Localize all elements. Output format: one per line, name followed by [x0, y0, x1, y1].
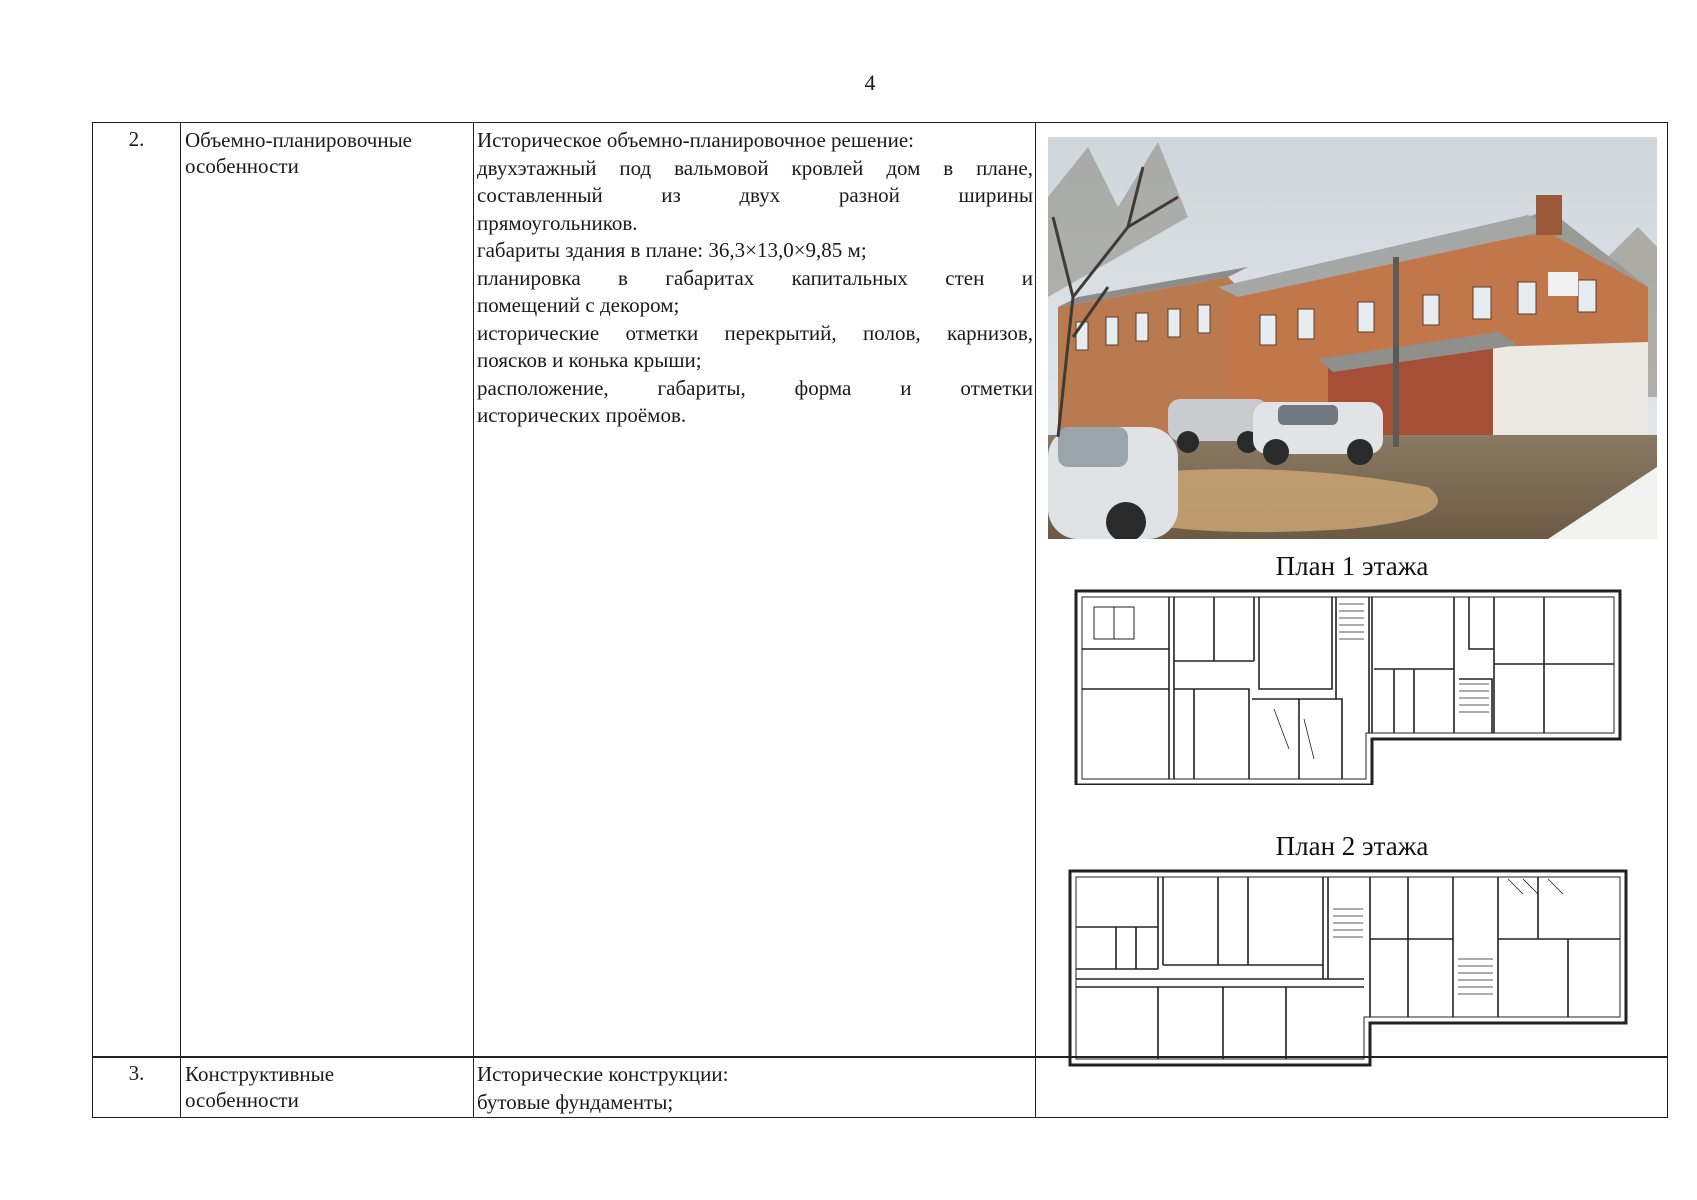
plan-2-title: План 2 этажа [1275, 831, 1429, 861]
row-number: 3. [93, 1057, 181, 1117]
floor-plan-1 [1074, 589, 1624, 785]
building-photo [1048, 137, 1657, 539]
desc-line: расположение, габариты, форма и отметки [477, 375, 1033, 400]
features-table [92, 122, 1668, 1118]
row-name-line: Конструктивные [185, 1062, 335, 1086]
illustrations-cell [1036, 123, 1667, 1057]
floor-plan-2 [1068, 869, 1630, 1069]
page-number: 4 [864, 70, 876, 95]
desc-line: поясков и конька крыши; [477, 348, 702, 372]
desc-line: исторические отметки перекрытий, полов, карнизов, [477, 320, 1033, 345]
row-description [474, 1057, 1036, 1117]
row-name-line: особенности [185, 154, 299, 178]
row-name-line: особенности [185, 1088, 299, 1112]
desc-line: Историческое объемно-планировочное решение: [477, 128, 914, 152]
desc-line: прямоугольников. [477, 210, 638, 235]
table-row-volumetric-planning [92, 122, 1668, 1058]
row-number: 2. [93, 123, 181, 1057]
desc-line: планировка в габаритах капитальных стен и [477, 265, 1033, 290]
desc-line: исторических проёмов. [477, 403, 687, 427]
illustrations-cell [1036, 1057, 1667, 1117]
row-description [474, 123, 1036, 1057]
desc-line: двухэтажный под вальмовой кровлей дом в плане, [477, 155, 1033, 180]
row-name [181, 123, 474, 1057]
row-name [181, 1057, 474, 1117]
desc-line: помещений с декором; [477, 293, 680, 317]
desc-line: бутовые фундаменты; [477, 1089, 674, 1114]
row-name-line: Объемно-планировочные [185, 128, 413, 152]
desc-line: Исторические конструкции: [477, 1062, 729, 1086]
plan-1-title: План 1 этажа [1275, 551, 1429, 581]
desc-line: составленный из двух разной ширины [477, 183, 1033, 207]
table-row-structural [92, 1056, 1668, 1118]
desc-line: габариты здания в плане: 36,3×13,0×9,85 м; [477, 238, 867, 262]
